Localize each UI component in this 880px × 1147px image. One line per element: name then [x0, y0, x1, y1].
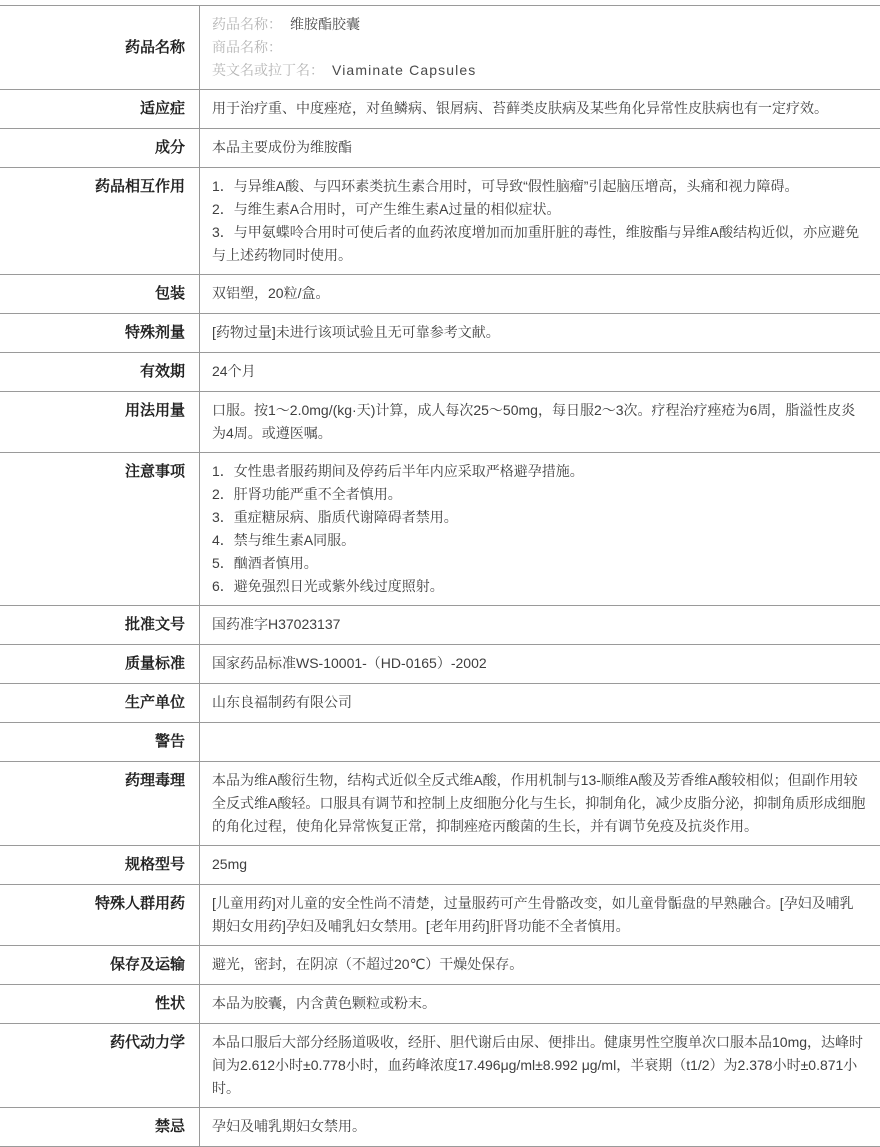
- table-row: [0, 453, 880, 606]
- row-content: [200, 90, 880, 128]
- row-content: [200, 129, 880, 167]
- row-content: [200, 606, 880, 644]
- row-label: 特殊人群用药: [0, 885, 200, 945]
- drug-name-generic-line: [212, 13, 866, 36]
- content-line: 本品为胶囊，内含黄色颗粒或粉末。: [212, 995, 436, 1011]
- table-row: [0, 314, 880, 353]
- content-line: 双铝塑，20粒/盒。: [212, 285, 330, 301]
- table-row: [0, 846, 880, 885]
- row-label: 药代动力学: [0, 1024, 200, 1107]
- row-content: [200, 684, 880, 722]
- field-key-trade-name: 商品名称：: [212, 39, 282, 55]
- content-line: 24个月: [212, 363, 256, 379]
- row-label: 性状: [0, 985, 200, 1023]
- row-label: 药理毒理: [0, 762, 200, 845]
- content-line: 国药准字H37023137: [212, 616, 341, 632]
- content-line: 3．重症糖尿病、脂质代谢障碍者禁用。: [212, 509, 458, 525]
- content-line: 4．禁与维生素A同服。: [212, 532, 356, 548]
- row-content: [200, 885, 880, 945]
- row-label: 包装: [0, 275, 200, 313]
- row-label: 规格型号: [0, 846, 200, 884]
- row-content: [200, 453, 880, 605]
- row-content: [200, 762, 880, 845]
- row-label: 生产单位: [0, 684, 200, 722]
- content-line: [儿童用药]对儿童的安全性尚不清楚，过量服药可产生骨骼改变，如儿童骨骺盘的早熟融合。[孕妇及哺乳期妇女用药]孕妇及哺乳妇女禁用。[老年用药]肝肾功能不全者慎用。: [212, 895, 854, 934]
- table-row: [0, 90, 880, 129]
- table-row: [0, 684, 880, 723]
- table-row: [0, 1024, 880, 1108]
- row-content: [200, 1024, 880, 1107]
- row-label: 有效期: [0, 353, 200, 391]
- row-label: 批准文号: [0, 606, 200, 644]
- table-row: [0, 645, 880, 684]
- content-line: 1．与异维A酸、与四环素类抗生素合用时，可导致“假性脑瘤”引起脑压增高，头痛和视力障碍。: [212, 178, 799, 194]
- table-row: [0, 723, 880, 762]
- content-line: [药物过量]未进行该项试验且无可靠参考文献。: [212, 324, 500, 340]
- row-label: 药品相互作用: [0, 168, 200, 274]
- table-row: [0, 392, 880, 453]
- drug-info-table-body: [0, 90, 880, 1147]
- content-line: 3．与甲氨蝶呤合用时可使后者的血药浓度增加而加重肝脏的毒性，维胺酯与异维A酸结构近似，亦应避免与上述药物同时使用。: [212, 224, 860, 263]
- field-key-english-name: 英文名或拉丁名：: [212, 62, 324, 78]
- row-label: 注意事项: [0, 453, 200, 605]
- content-line: 本品为维A酸衍生物，结构式近似全反式维A酸，作用机制与13-顺维A酸及芳香维A酸较相似；但副作用较全反式维A酸轻。口服具有调节和控制上皮细胞分化与生长，抑制角化，减少皮脂分泌，抑制角质形成细胞的角化过程，使角化异常恢复正常，抑制痤疮丙酸菌的生长，并有调节免疫及抗炎作用。: [212, 772, 866, 834]
- table-row: [0, 985, 880, 1024]
- row-label: 用法用量: [0, 392, 200, 452]
- row-label-drug-name: 药品名称: [0, 6, 200, 89]
- row-content: [200, 275, 880, 313]
- drug-info-page: [0, 5, 880, 1147]
- content-line: 山东良福制药有限公司: [212, 694, 352, 710]
- table-row: [0, 168, 880, 275]
- row-content: [200, 645, 880, 683]
- table-row: [0, 762, 880, 846]
- row-label: 质量标准: [0, 645, 200, 683]
- row-label: 特殊剂量: [0, 314, 200, 352]
- row-content: [200, 846, 880, 884]
- field-value-english-name: Viaminate Capsules: [332, 62, 477, 78]
- content-line: 25mg: [212, 856, 248, 872]
- table-row: [0, 606, 880, 645]
- row-label: 禁忌: [0, 1108, 200, 1146]
- content-line: 本品口服后大部分经肠道吸收，经肝、胆代谢后由尿、便排出。健康男性空腹单次口服本品10mg，达峰时间为2.612小时±0.778小时，血药峰浓度17.496μg/ml±8.992 μg/ml，半衰期（t1/2）为2.378小时±0.871小时。: [212, 1034, 864, 1096]
- table-row: [0, 1108, 880, 1147]
- content-line: 2．肝肾功能严重不全者慎用。: [212, 486, 402, 502]
- drug-name-trade-line: [212, 36, 866, 59]
- row-content: [200, 392, 880, 452]
- row-content: [200, 353, 880, 391]
- drug-info-table: [0, 5, 880, 1147]
- row-content: [200, 1108, 880, 1146]
- content-line: 口服。按1～2.0mg/(kg·天)计算，成人每次25～50mg，每日服2～3次。疗程治疗痤疮为6周，脂溢性皮炎为4周。或遵医嘱。: [212, 402, 856, 441]
- row-content-drug-name: [200, 6, 880, 89]
- row-content: [200, 946, 880, 984]
- row-label: 成分: [0, 129, 200, 167]
- table-row: [0, 275, 880, 314]
- content-line: 5．酗酒者慎用。: [212, 555, 318, 571]
- table-row-drug-name: [0, 6, 880, 90]
- content-line: 避光，密封，在阴凉（不超过20℃）干燥处保存。: [212, 956, 524, 972]
- row-content: [200, 985, 880, 1023]
- table-row: [0, 885, 880, 946]
- content-line: 本品主要成份为维胺酯: [212, 139, 352, 155]
- content-line: 孕妇及哺乳期妇女禁用。: [212, 1118, 366, 1134]
- row-content: [200, 314, 880, 352]
- field-key-generic-name: 药品名称：: [212, 16, 282, 32]
- table-row: [0, 946, 880, 985]
- row-label: 适应症: [0, 90, 200, 128]
- row-label: 警告: [0, 723, 200, 761]
- content-line: 6．避免强烈日光或紫外线过度照射。: [212, 578, 444, 594]
- field-value-generic-name: 维胺酯胶囊: [290, 16, 360, 32]
- content-line: 国家药品标准WS-10001-（HD-0165）-2002: [212, 655, 487, 671]
- row-label: 保存及运输: [0, 946, 200, 984]
- table-row: [0, 353, 880, 392]
- content-line: 1．女性患者服药期间及停药后半年内应采取严格避孕措施。: [212, 463, 584, 479]
- content-line: 用于治疗重、中度痤疮，对鱼鳞病、银屑病、苔藓类皮肤病及某些角化异常性皮肤病也有一定疗效。: [212, 100, 828, 116]
- row-content: [200, 168, 880, 274]
- content-line: 2．与维生素A合用时，可产生维生素A过量的相似症状。: [212, 201, 561, 217]
- drug-name-english-line: [212, 59, 866, 82]
- row-content: [200, 723, 880, 761]
- table-row: [0, 129, 880, 168]
